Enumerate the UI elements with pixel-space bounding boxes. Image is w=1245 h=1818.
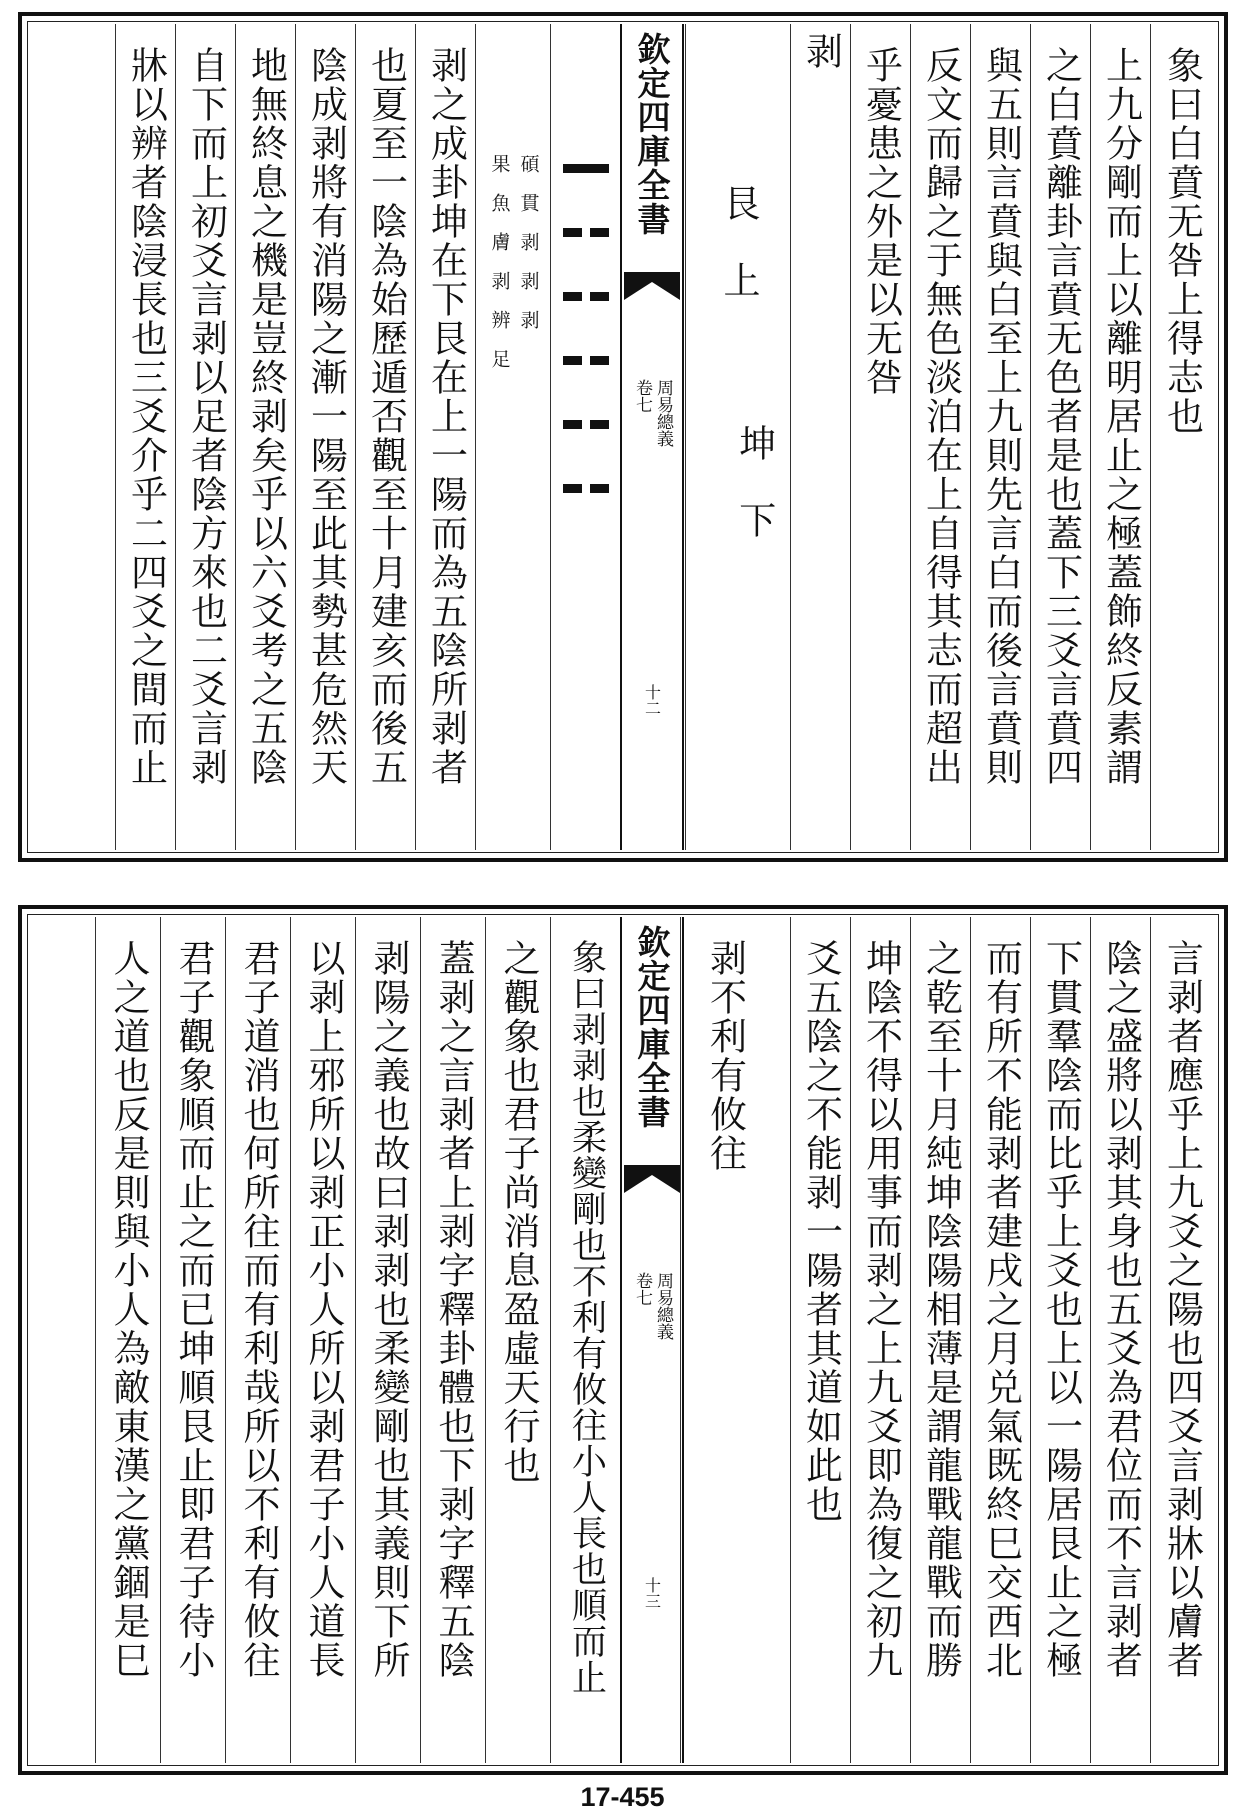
text-column [850,917,911,1763]
column-text: 牀以辨者陰浸長也三爻介乎二四爻之間而止 [124,46,168,787]
column-text: 陰成剥將有消陽之漸一陽至此其勢甚危然天 [304,46,348,787]
text-column [970,917,1031,1763]
hexagram-line-broken [563,420,609,429]
text-column [235,24,296,850]
hexagram-header [685,24,791,850]
column-text: 而有所不能剥者建戌之月兑氣既終巳交西北 [979,939,1023,1680]
hexagram-line-broken [563,228,609,237]
text-column [850,24,911,850]
column-text: 君子觀象順而止之而已坤順艮止即君子待小 [172,939,215,1680]
page-gutter [620,917,684,1763]
column-text: 反文而歸之于無色淡泊在上自得其志而超出 [919,46,963,787]
text-column [1030,24,1091,850]
column-text: 陰之盛將以剥其身也五爻為君位而不言剥者 [1099,939,1143,1680]
column-text: 乎憂患之外是以无咎 [859,46,903,397]
column-text: 象曰白賁无咎上得志也 [1160,46,1204,436]
fish-tail-mark [624,1165,680,1195]
column-text: 下貫羣陰而比乎上爻也上以一陽居艮止之極 [1039,939,1083,1680]
annotation-column: 果魚膚剥辨足 [488,154,511,388]
text-column [175,24,236,850]
judgment-heading: 剥不利有攸往 [703,939,747,1173]
column-text: 之觀象也君子尚消息盈虛天行也 [497,939,540,1485]
hexagram-line-broken [563,356,609,365]
gutter-book [633,1272,671,1340]
column-text: 也夏至一陰為始歷遁否觀至十月建亥而後五 [364,46,408,787]
line-annotations [475,24,551,850]
text-column [95,917,161,1763]
text-column [970,24,1031,850]
hexagram-name: 剥 [799,32,843,71]
column-text: 地無終息之機是豈終剥矣乎以六爻考之五陰 [244,46,288,787]
column-text: 與五則言賁與白至上九則先言白而後言賁則 [979,46,1023,787]
text-column [790,24,851,850]
folio-page-13 [18,905,1228,1775]
annotation-column: 碩貫剥剥剥 [517,154,540,349]
hexagram-line-broken [563,484,609,493]
text-column [485,917,551,1763]
fish-tail-mark [624,272,680,302]
text-column [1090,24,1151,850]
text-column [420,917,486,1763]
column-text: 自下而上初爻言剥以足者陰方來也二爻言剥 [184,46,228,787]
blank-column [30,24,115,850]
column-text: 言剥者應乎上九爻之陽也四爻言剥牀以膚者 [1160,939,1204,1680]
column-text: 象曰剥剥也柔變剛也不利有攸往小人長也順而止 [566,939,607,1695]
folio-page-12 [18,12,1228,862]
hexagram-lines [551,164,621,548]
upper-trigram: 艮上 [717,184,760,338]
gutter-volume: 卷七 [632,1272,652,1306]
lower-trigram: 坤下 [732,424,776,578]
text-column [290,917,356,1763]
page-footer-number: 17-455 [580,1782,665,1812]
column-text: 坤陰不得以用事而剥之上九爻即為復之初九 [859,939,903,1680]
column-text: 之白賁離卦言賁无色者是也蓋下三爻言賁四 [1039,46,1083,787]
page-gutter [620,24,684,850]
text-column [1150,24,1213,850]
text-column [910,24,971,850]
column-text: 君子道消也何所往而有利哉所以不利有攸往 [237,939,280,1680]
text-column [550,917,621,1763]
column-text: 人之道也反是則與小人為敵東漢之黨錮是巳 [107,939,150,1680]
column-text: 蓋剥之言剥者上剥字釋卦體也下剥字釋五陰 [432,939,475,1680]
gutter-book [633,379,671,447]
gutter-volume: 卷七 [632,379,652,413]
text-column [1090,917,1151,1763]
text-column [790,917,851,1763]
gutter-book-title: 周易總義 [653,1272,673,1340]
column-text: 上九分剛而上以離明居止之極蓋飾終反素謂 [1099,46,1143,787]
hexagram-figure [550,24,621,850]
text-column [295,24,356,850]
column-text: 剥之成卦坤在下艮在上一陽而為五陰所剥者 [424,46,468,787]
text-column [160,917,226,1763]
column-text: 之乾至十月純坤陰陽相薄是謂龍戰龍戰而勝 [919,939,963,1680]
text-column [415,24,476,850]
folio-number: 十二 [642,684,662,716]
hexagram-line-solid [563,164,609,173]
blank-column [30,917,95,1763]
gutter-book-title: 周易總義 [653,379,673,447]
column-text: 以剥上邪所以剥正小人所以剥君子小人道長 [302,939,345,1680]
text-column [355,24,416,850]
gutter-title: 欽定四庫全書 [632,925,672,1129]
text-column [355,917,421,1763]
gutter-title: 欽定四庫全書 [632,32,672,236]
text-column [1030,917,1091,1763]
column-text: 爻五陰之不能剥一陽者其道如此也 [799,939,843,1524]
text-column [115,24,176,850]
column-text: 剥陽之義也故曰剥剥也柔變剛也其義則下所 [367,939,410,1680]
hexagram-line-broken [563,292,609,301]
folio-number: 十三 [642,1577,662,1609]
text-column [1150,917,1213,1763]
text-column [680,917,791,1763]
text-column [225,917,291,1763]
text-column [910,917,971,1763]
